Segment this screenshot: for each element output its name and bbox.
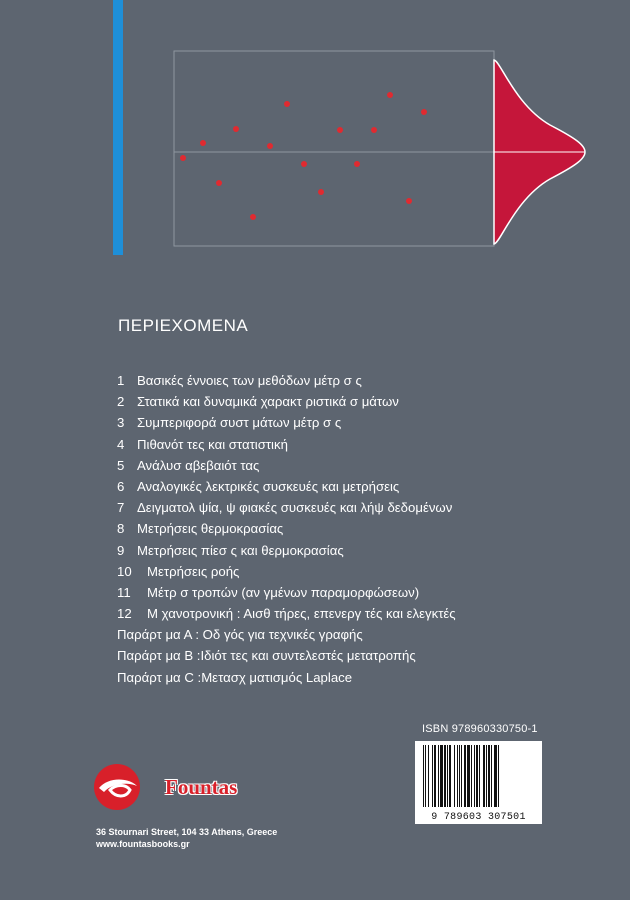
scatter-distribution-figure xyxy=(0,0,630,260)
data-point xyxy=(318,189,324,195)
toc-item xyxy=(117,370,456,391)
toc-number: 2 xyxy=(117,394,125,410)
toc-item xyxy=(117,412,456,433)
toc-appendix: Παράρτ μα C :Μετασχ ματισμός Laplace xyxy=(117,669,353,685)
barcode xyxy=(415,741,542,824)
data-point xyxy=(301,161,307,167)
data-point xyxy=(200,140,206,146)
toc-item xyxy=(117,455,456,476)
address-line: 36 Stournari Street, 104 33 Athens, Greece xyxy=(96,827,278,837)
data-point xyxy=(250,214,256,220)
toc-title-text: Μετρήσεις θερμοκρασίας xyxy=(137,521,284,537)
toc-item xyxy=(117,540,456,561)
publisher-name: Fountas xyxy=(165,775,238,799)
data-point xyxy=(233,126,239,132)
toc-title-text: Βασικές έννοιες των μεθόδων μέτρ σ ς xyxy=(137,373,362,388)
toc-title-text: Πιθανότ τες και στατιστική xyxy=(137,436,288,452)
scatter-points xyxy=(180,92,427,220)
data-point xyxy=(284,101,290,107)
toc-title-text: Αναλογικές λεκτρικές συσκευές και μετρήσεις xyxy=(137,478,400,494)
toc-title-text: Μετρήσεις ροής xyxy=(147,563,240,579)
data-point xyxy=(180,155,186,161)
toc-number: 6 xyxy=(117,478,125,494)
toc-item xyxy=(117,582,456,603)
toc-title-text: Συμπεριφορά συστ μάτων μέτρ σ ς xyxy=(137,415,342,431)
data-point xyxy=(354,161,360,167)
data-point xyxy=(337,127,343,133)
data-point xyxy=(387,92,393,98)
data-point xyxy=(421,109,427,115)
figure-frame xyxy=(174,51,494,246)
website-line: www.fountasbooks.gr xyxy=(96,839,190,849)
toc-item xyxy=(117,391,456,412)
isbn-label: ISBN 978960330750-1 xyxy=(422,723,538,735)
toc-item xyxy=(117,603,456,624)
toc-title-text: Μ χανοτρονική : Αισθ τήρες, επενεργ τές και ελεγκτές xyxy=(147,606,456,622)
table-of-contents xyxy=(117,370,456,688)
toc-item xyxy=(117,561,456,582)
toc-number: 11 xyxy=(117,584,131,600)
data-point xyxy=(267,143,273,149)
toc-item xyxy=(117,476,456,497)
toc-title: ΠΕΡΙΕΧΟΜΕΝΑ xyxy=(118,316,249,335)
toc-appendix: Παράρτ μα Α : Οδ γός για τεχνικές γραφής xyxy=(117,627,363,643)
publisher-address xyxy=(96,826,277,850)
toc-number: 7 xyxy=(117,500,125,516)
toc-title-text: Ανάλυσ αβεβαιότ τας xyxy=(137,457,260,473)
data-point xyxy=(371,127,377,133)
toc-appendix: Παράρτ μα Β :Ιδιότ τες και συντελεστές μετατροπής xyxy=(117,648,416,664)
toc-item xyxy=(117,518,456,539)
toc-title-text: Στατικά και δυναμικά χαρακτ ριστικά σ μάτων xyxy=(137,394,399,410)
toc-title-text: Μετρήσεις πίεσ ς και θερμοκρασίας xyxy=(137,542,344,558)
toc-title-text: Δειγματολ ψία, ψ φιακές συσκευές και λήψ δεδομένων xyxy=(137,500,453,516)
toc-title-text: Μέτρ σ τροπών (αν γμένων παραμορφώσεων) xyxy=(147,584,420,600)
barcode-bars xyxy=(415,741,542,811)
toc-number: 5 xyxy=(117,457,125,473)
toc-number: 8 xyxy=(117,521,125,537)
toc-number: 4 xyxy=(117,436,125,452)
data-point xyxy=(216,180,222,186)
toc-number: 12 xyxy=(117,606,132,622)
toc-number: 3 xyxy=(117,415,125,431)
toc-item xyxy=(117,434,456,455)
data-point xyxy=(406,198,412,204)
toc-number: 9 xyxy=(117,542,125,558)
toc-number: 10 xyxy=(117,563,132,579)
barcode-digits: 9 789603 307501 xyxy=(431,812,526,823)
toc-number: 1 xyxy=(117,373,125,388)
toc-item xyxy=(117,497,456,518)
